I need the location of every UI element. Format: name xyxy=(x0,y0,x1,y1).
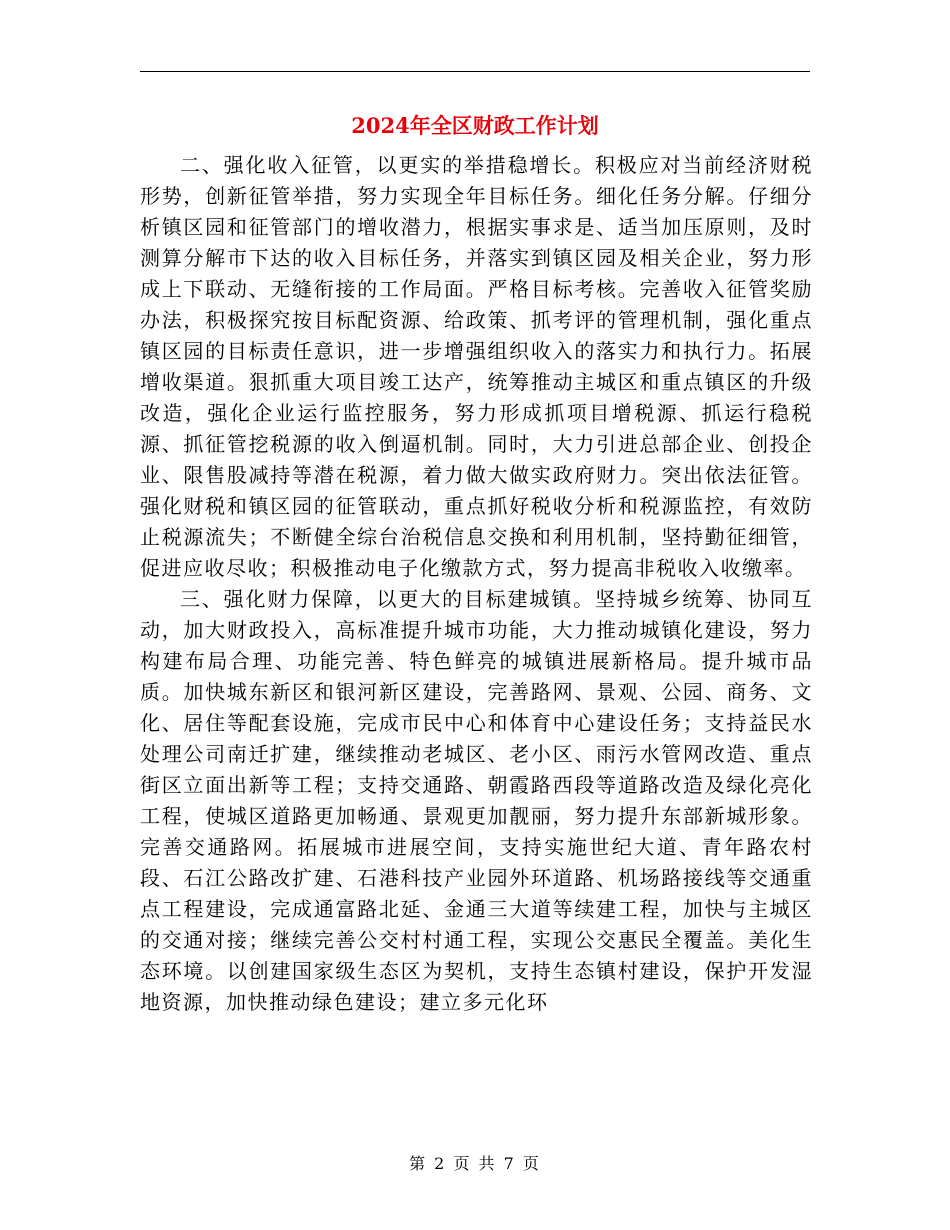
paragraph-urban: 三、强化财力保障，以更大的目标建城镇。坚持城乡统筹、协同互动，加大财政投入，高标准提升城市功能，大力推动城镇化建设，努力构建布局合理、功能完善、特色鲜亮的城镇进展新格局。提升城市品质。加快城东新区和银河新区建设，完善路网、景观、公园、商务、文化、居住等配套设施，完成市民中心和体育中心建设任务；支持益民水处理公司南迁扩建，继续推动老城区、老小区、雨污水管网改造、重点街区立面出新等工程；支持交通路、朝霞路西段等道路改造及绿化亮化工程，使城区道路更加畅通、景观更加靓丽，努力提升东部新城形象。完善交通路网。拓展城市进展空间，支持实施世纪大道、青年路农村段、石江公路改扩建、石港科技产业园外环道路、机场路接线等交通重点工程建设，完成通富路北延、金通三大道等续建工程，加快与主城区的交通对接；继续完善公交村村通工程，实现公交惠民全覆盖。美化生态环境。以创建国家级生态区为契机，支持生态镇村建设，保护开发湿地资源，加快推动绿色建设；建立多元化环 xyxy=(140,587,813,1014)
document-title: 2024年全区财政工作计划 xyxy=(351,113,599,138)
header-rule xyxy=(140,71,810,72)
paragraph-revenue: 二、强化收入征管，以更实的举措稳增长。积极应对当前经济财税形势，创新征管举措，努力实现全年目标任务。细化任务分解。仔细分析镇区园和征管部门的增收潜力，根据实事求是、适当加压原则，及时测算分解市下达的收入目标任务，并落实到镇区园及相关企业，努力形成上下联动、无缝衔接的工作局面。严格目标考核。完善收入征管奖励办法，积极探究按目标配资源、给政策、抓考评的管理机制，强化重点镇区园的目标责任意识，进一步增强组织收入的落实力和执行力。拓展增收渠道。狠抓重大项目竣工达产，统筹推动主城区和重点镇区的升级改造，强化企业运行监控服务，努力形成抓项目增税源、抓运行稳税源、抓征管挖税源的收入倒逼机制。同时，大力引进总部企业、创投企业、限售股减持等潜在税源，着力做大做实政府财力。突出依法征管。强化财税和镇区园的征管联动，重点抓好税收分析和税源监控，有效防止税源流失；不断健全综台治税信息交换和利用机制，坚持勤征细管，促进应收尽收；积极推动电子化缴款方式，努力提高非税收入收缴率。 xyxy=(140,153,813,580)
document-body xyxy=(140,150,813,1018)
page-footer: 第 2 页 共 7 页 xyxy=(409,1154,541,1173)
